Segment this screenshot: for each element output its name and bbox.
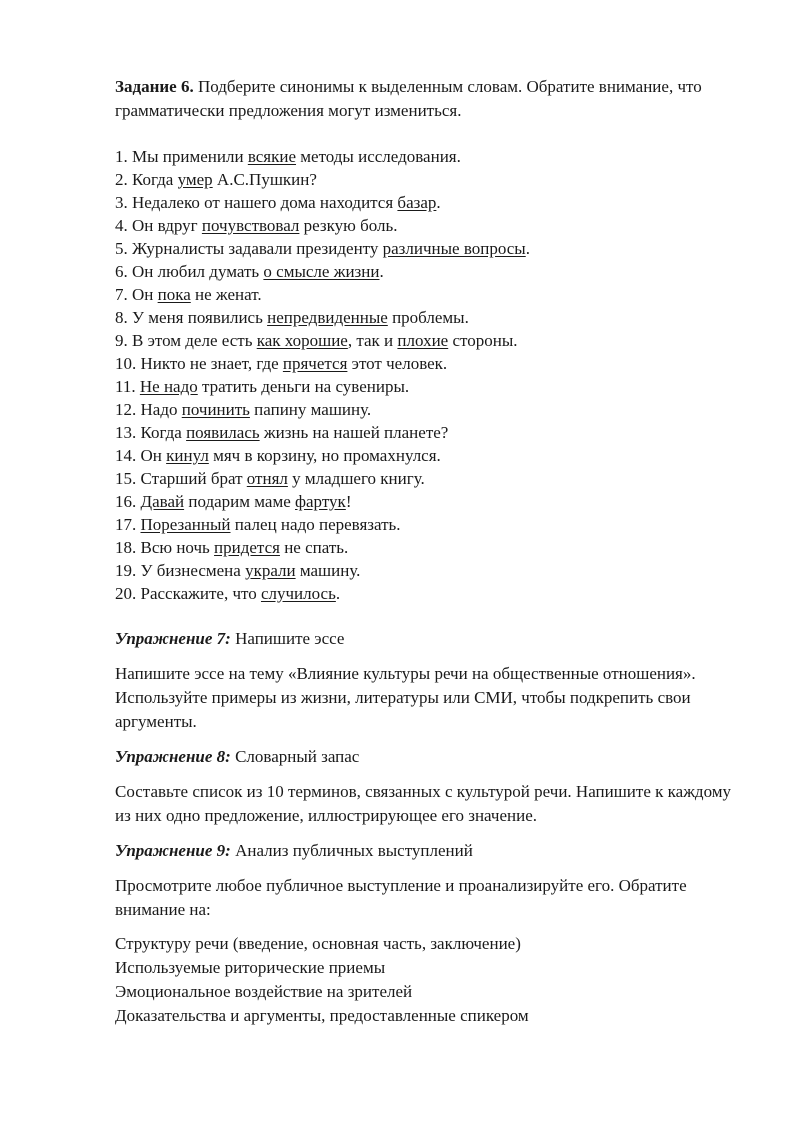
sentence-item [115,214,750,237]
exercise-8-body: Составьте список из 10 терминов, связанных с культурой речи. Напишите к каждому из них одно предложение, иллюстрирующее его значение. [115,782,732,825]
exercise-9-point: Используемые риторические приемы [115,958,386,977]
sentence-item [115,237,750,260]
sentence-text: мяч в корзину, но промахнулся. [208,446,441,465]
sentence-text: стороны. [448,331,518,350]
highlighted-word: непредвиденные [267,308,388,327]
sentence-text: , так и [347,331,398,350]
sentence-item [115,536,750,559]
exercise-9-point: Структуру речи (введение, основная часть, заключение) [115,934,521,953]
sentence-text: 11. [115,377,140,396]
sentence-text: 19. У бизнесмена [115,561,246,580]
sentence-text: не женат. [190,285,262,304]
highlighted-word: пока [157,285,191,304]
sentence-list [115,145,750,605]
sentence-item [115,352,750,375]
highlighted-word: о смысле жизни [263,262,380,281]
exercise-8-label: Упражнение 8: [115,747,231,766]
exercise-8-title: Словарный запас [230,747,360,766]
sentence-item [115,283,750,306]
exercise-9-point: Эмоциональное воздействие на зрителей [115,982,413,1001]
highlighted-word: украли [245,561,296,580]
highlighted-word: случилось [260,584,336,603]
sentence-text: 10. Никто не знает, где [115,354,283,373]
sentence-text: 14. Он [115,446,167,465]
highlighted-word: отнял [246,469,288,488]
highlighted-word: кинул [166,446,209,465]
sentence-text: палец надо перевязать. [230,515,401,534]
sentence-text: 7. Он [115,285,158,304]
highlighted-word: починить [181,400,250,419]
highlighted-word: появилась [186,423,260,442]
sentence-text: . [335,584,341,603]
exercise-7-heading [115,627,750,651]
sentence-text: 16. [115,492,141,511]
sentence-text: 17. [115,515,141,534]
sentence-text: подарим маме [184,492,295,511]
highlighted-word: Давай [140,492,185,511]
sentence-text: 13. Когда [115,423,187,442]
sentence-text: . [436,193,441,212]
sentence-text: 1. Мы применили [115,147,248,166]
exercise-9-heading [115,839,750,863]
sentence-text: 5. Журналисты задавали президенту [115,239,383,258]
exercise-7-body: Напишите эссе на тему «Влияние культуры речи на общественные отношения». Используйте примеры из жизни, литературы или СМИ, чтобы подкрепить свои аргументы. [115,664,696,731]
highlighted-word: всякие [247,147,297,166]
sentence-item [115,582,750,605]
sentence-text: методы исследования. [296,147,461,166]
highlighted-word: прячется [282,354,348,373]
exercise-9-point: Доказательства и аргументы, предоставленные спикером [115,1006,529,1025]
sentence-item [115,306,750,329]
exercise-9-body: Просмотрите любое публичное выступление и проанализируйте его. Обратите внимание на: [115,876,687,919]
task-6-instruction [115,75,750,123]
exercise-7-label: Упражнение 7: [115,629,231,648]
sentence-text: 15. Старший брат [115,469,247,488]
document-page [115,75,750,1028]
sentence-text: 18. Всю ночь [115,538,215,557]
highlighted-word: базар [397,193,437,212]
highlighted-word: Порезанный [140,515,231,534]
exercise-9-points [115,932,750,1028]
sentence-text: 12. Надо [115,400,182,419]
sentence-text: жизнь на нашей планете? [259,423,449,442]
sentence-text: 8. У меня появились [115,308,268,327]
highlighted-word: как хорошие [256,331,348,350]
sentence-text: . [379,262,384,281]
highlighted-word: Не надо [139,377,198,396]
sentence-text: не спать. [279,538,349,557]
highlighted-word: почувствовал [201,216,300,235]
exercise-9-label: Упражнение 9: [115,841,231,860]
sentence-item [115,375,750,398]
highlighted-word: придется [214,538,280,557]
sentence-text: 20. Расскажите, что [115,584,261,603]
sentence-text: у младшего книгу. [287,469,425,488]
highlighted-word: фартук [295,492,346,511]
sentence-text: резкую боль. [299,216,398,235]
sentence-item [115,467,750,490]
sentence-text: проблемы. [387,308,469,327]
sentence-text: этот человек. [347,354,448,373]
sentence-text: ! [345,492,352,511]
highlighted-word: плохие [397,331,449,350]
task-6-text: Подберите синонимы к выделенным словам. Обратите внимание, что грамматически предложения могут измениться. [115,77,702,120]
sentence-item [115,421,750,444]
sentence-item [115,329,750,352]
sentence-text: 3. Недалеко от нашего дома находится [115,193,398,212]
sentence-text: папину машину. [249,400,372,419]
highlighted-word: умер [177,170,213,189]
sentence-item [115,191,750,214]
sentence-item [115,260,750,283]
sentence-text: тратить деньги на сувениры. [197,377,410,396]
sentence-text: . [525,239,530,258]
sentence-item [115,513,750,536]
sentence-item [115,168,750,191]
sentence-text: 2. Когда [115,170,178,189]
sentence-item [115,444,750,467]
sentence-item [115,559,750,582]
sentence-item [115,398,750,421]
sentence-text: 4. Он вдруг [115,216,202,235]
sentence-text: 6. Он любил думать [115,262,264,281]
task-6-label: Задание 6. [115,77,194,96]
sentence-text: машину. [295,561,361,580]
sentence-item [115,490,750,513]
sentence-item [115,145,750,168]
highlighted-word: различные вопросы [382,239,526,258]
exercise-8-heading [115,745,750,769]
sentence-text: А.С.Пушкин? [212,170,317,189]
exercise-9-title: Анализ публичных выступлений [230,841,473,860]
sentence-text: 9. В этом деле есть [115,331,257,350]
exercise-7-title: Напишите эссе [230,629,345,648]
